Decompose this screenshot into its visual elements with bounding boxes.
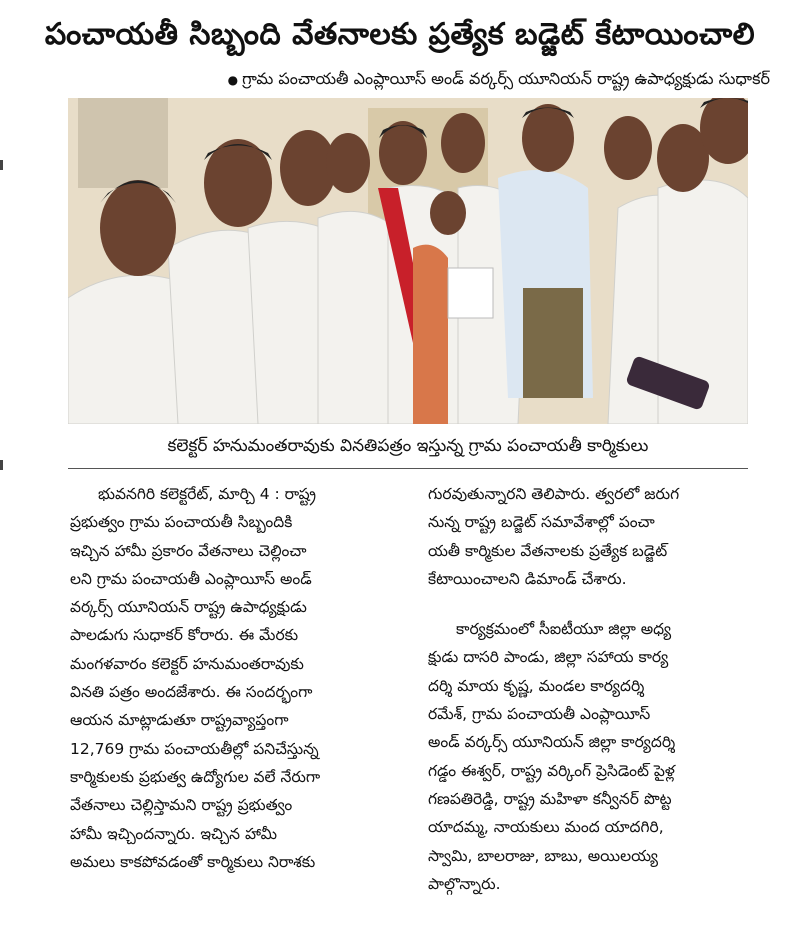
article-line: అండ్ వర్కర్స్ యూనియన్ జిల్లా కార్యదర్శి [428, 733, 676, 752]
article-line: మంగళవారం కలెక్టర్ హనుమంతరావుకు [70, 654, 304, 673]
article-line: లని గ్రామ పంచాయతీ ఎంప్లాయీస్ అండ్ [70, 569, 312, 588]
article-line: క్షుడు దాసరి పాండు, జిల్లా సహాయ కార్య [428, 648, 669, 667]
article-line: 12,769 గ్రామ పంచాయతీల్లో పనిచేస్తున్న [70, 739, 319, 758]
subhead [70, 64, 770, 94]
article-line: రమేశ్, గ్రామ పంచాయతీ ఎంప్లాయీస్ [428, 705, 651, 724]
article-line: కేటాయించాలని డిమాండ్ చేశారు. [428, 569, 627, 588]
article-line: దర్శి మాయ కృష్ణ, మండల కార్యదర్శి [428, 676, 645, 695]
photo-caption: కలెక్టర్ హనుమంతరావుకు వినతిపత్రం ఇస్తున్న గ్రామ పంచాయతీ కార్మికులు [167, 436, 649, 456]
photo-illustration [68, 98, 748, 424]
article-line: ఆయన మాట్లాడుతూ రాష్ట్రవ్యాప్తంగా [70, 711, 289, 730]
article-line: యతీ కార్మికుల వేతనాలకు ప్రత్యేక బడ్జెట్ [428, 541, 668, 560]
paragraph-gap [428, 593, 760, 615]
article-line: కార్యక్రమంలో సీఐటీయూ జిల్లా అధ్య [456, 620, 672, 639]
article-line: కార్మికులకు ప్రభుత్వ ఉద్యోగుల వలే నేరుగా [70, 767, 321, 786]
article-line: అమలు కాకపోవడంతో కార్మికులు నిరాశకు [70, 852, 316, 871]
subhead-text: గ్రామ పంచాయతీ ఎంప్లాయీస్ అండ్ వర్కర్స్ యూనియన్ రాష్ట్ర ఉపాధ్యక్షుడు సుధాకర్ [242, 69, 770, 88]
page-edge-mark [0, 160, 3, 170]
article-line: ప్రభుత్వం గ్రామ పంచాయతీ సిబ్బందికి [70, 513, 293, 532]
article-line: వినతి పత్రం అందజేశారు. ఈ సందర్భంగా [70, 683, 313, 702]
article-column-right [428, 480, 760, 898]
article-line: హామీ ఇచ్చిందన్నారు. ఇచ్చిన హామీ [70, 824, 278, 843]
article-line: పాల్గొన్నారు. [428, 874, 501, 893]
article-line: స్వామి, బాలరాజు, బాబు, అయిలయ్య [428, 846, 658, 865]
article-column-left [70, 480, 414, 876]
article-line: వర్కర్స్ యూనియన్ రాష్ట్ర ఉపాధ్యక్షుడు [70, 598, 307, 617]
article-line: గణపతిరెడ్డి, రాష్ట్ర మహిళా కన్వీనర్ పొట్ట [428, 789, 672, 808]
article-line: వేతనాలు చెల్లిస్తామని రాష్ట్ర ప్రభుత్వం [70, 796, 293, 815]
article-line: గురవుతున్నారని తెలిపారు. త్వరలో జరుగ [428, 485, 680, 503]
article-line: నున్న రాష్ట్ర బడ్జెట్ సమావేశాల్లో పంచా [428, 513, 655, 532]
bullet-icon: ● [227, 73, 239, 87]
article-line: ఇచ్చిన హామీ ప్రకారం వేతనాలు చెల్లించా [70, 541, 307, 560]
article-line: భువనగిరి కలెక్టరేట్, మార్చి 4 : రాష్ట్ర [98, 485, 317, 503]
article-line: యాదమ్మ, నాయకులు మంద యాదగిరి, [428, 818, 664, 837]
article-line: గడ్డం ఈశ్వర్, రాష్ట్ర వర్కింగ్ ప్రెసిడెంట్ పైళ్ల [428, 761, 675, 780]
page-edge-mark [0, 460, 3, 470]
article-line: పాలడుగు సుధాకర్ కోరారు. ఈ మేరకు [70, 626, 299, 645]
news-photo [68, 98, 748, 424]
headline: పంచాయతీ సిబ్బంది వేతనాలకు ప్రత్యేక బడ్జెట్ కేటాయించాలి [44, 17, 756, 52]
caption-divider [68, 468, 748, 469]
